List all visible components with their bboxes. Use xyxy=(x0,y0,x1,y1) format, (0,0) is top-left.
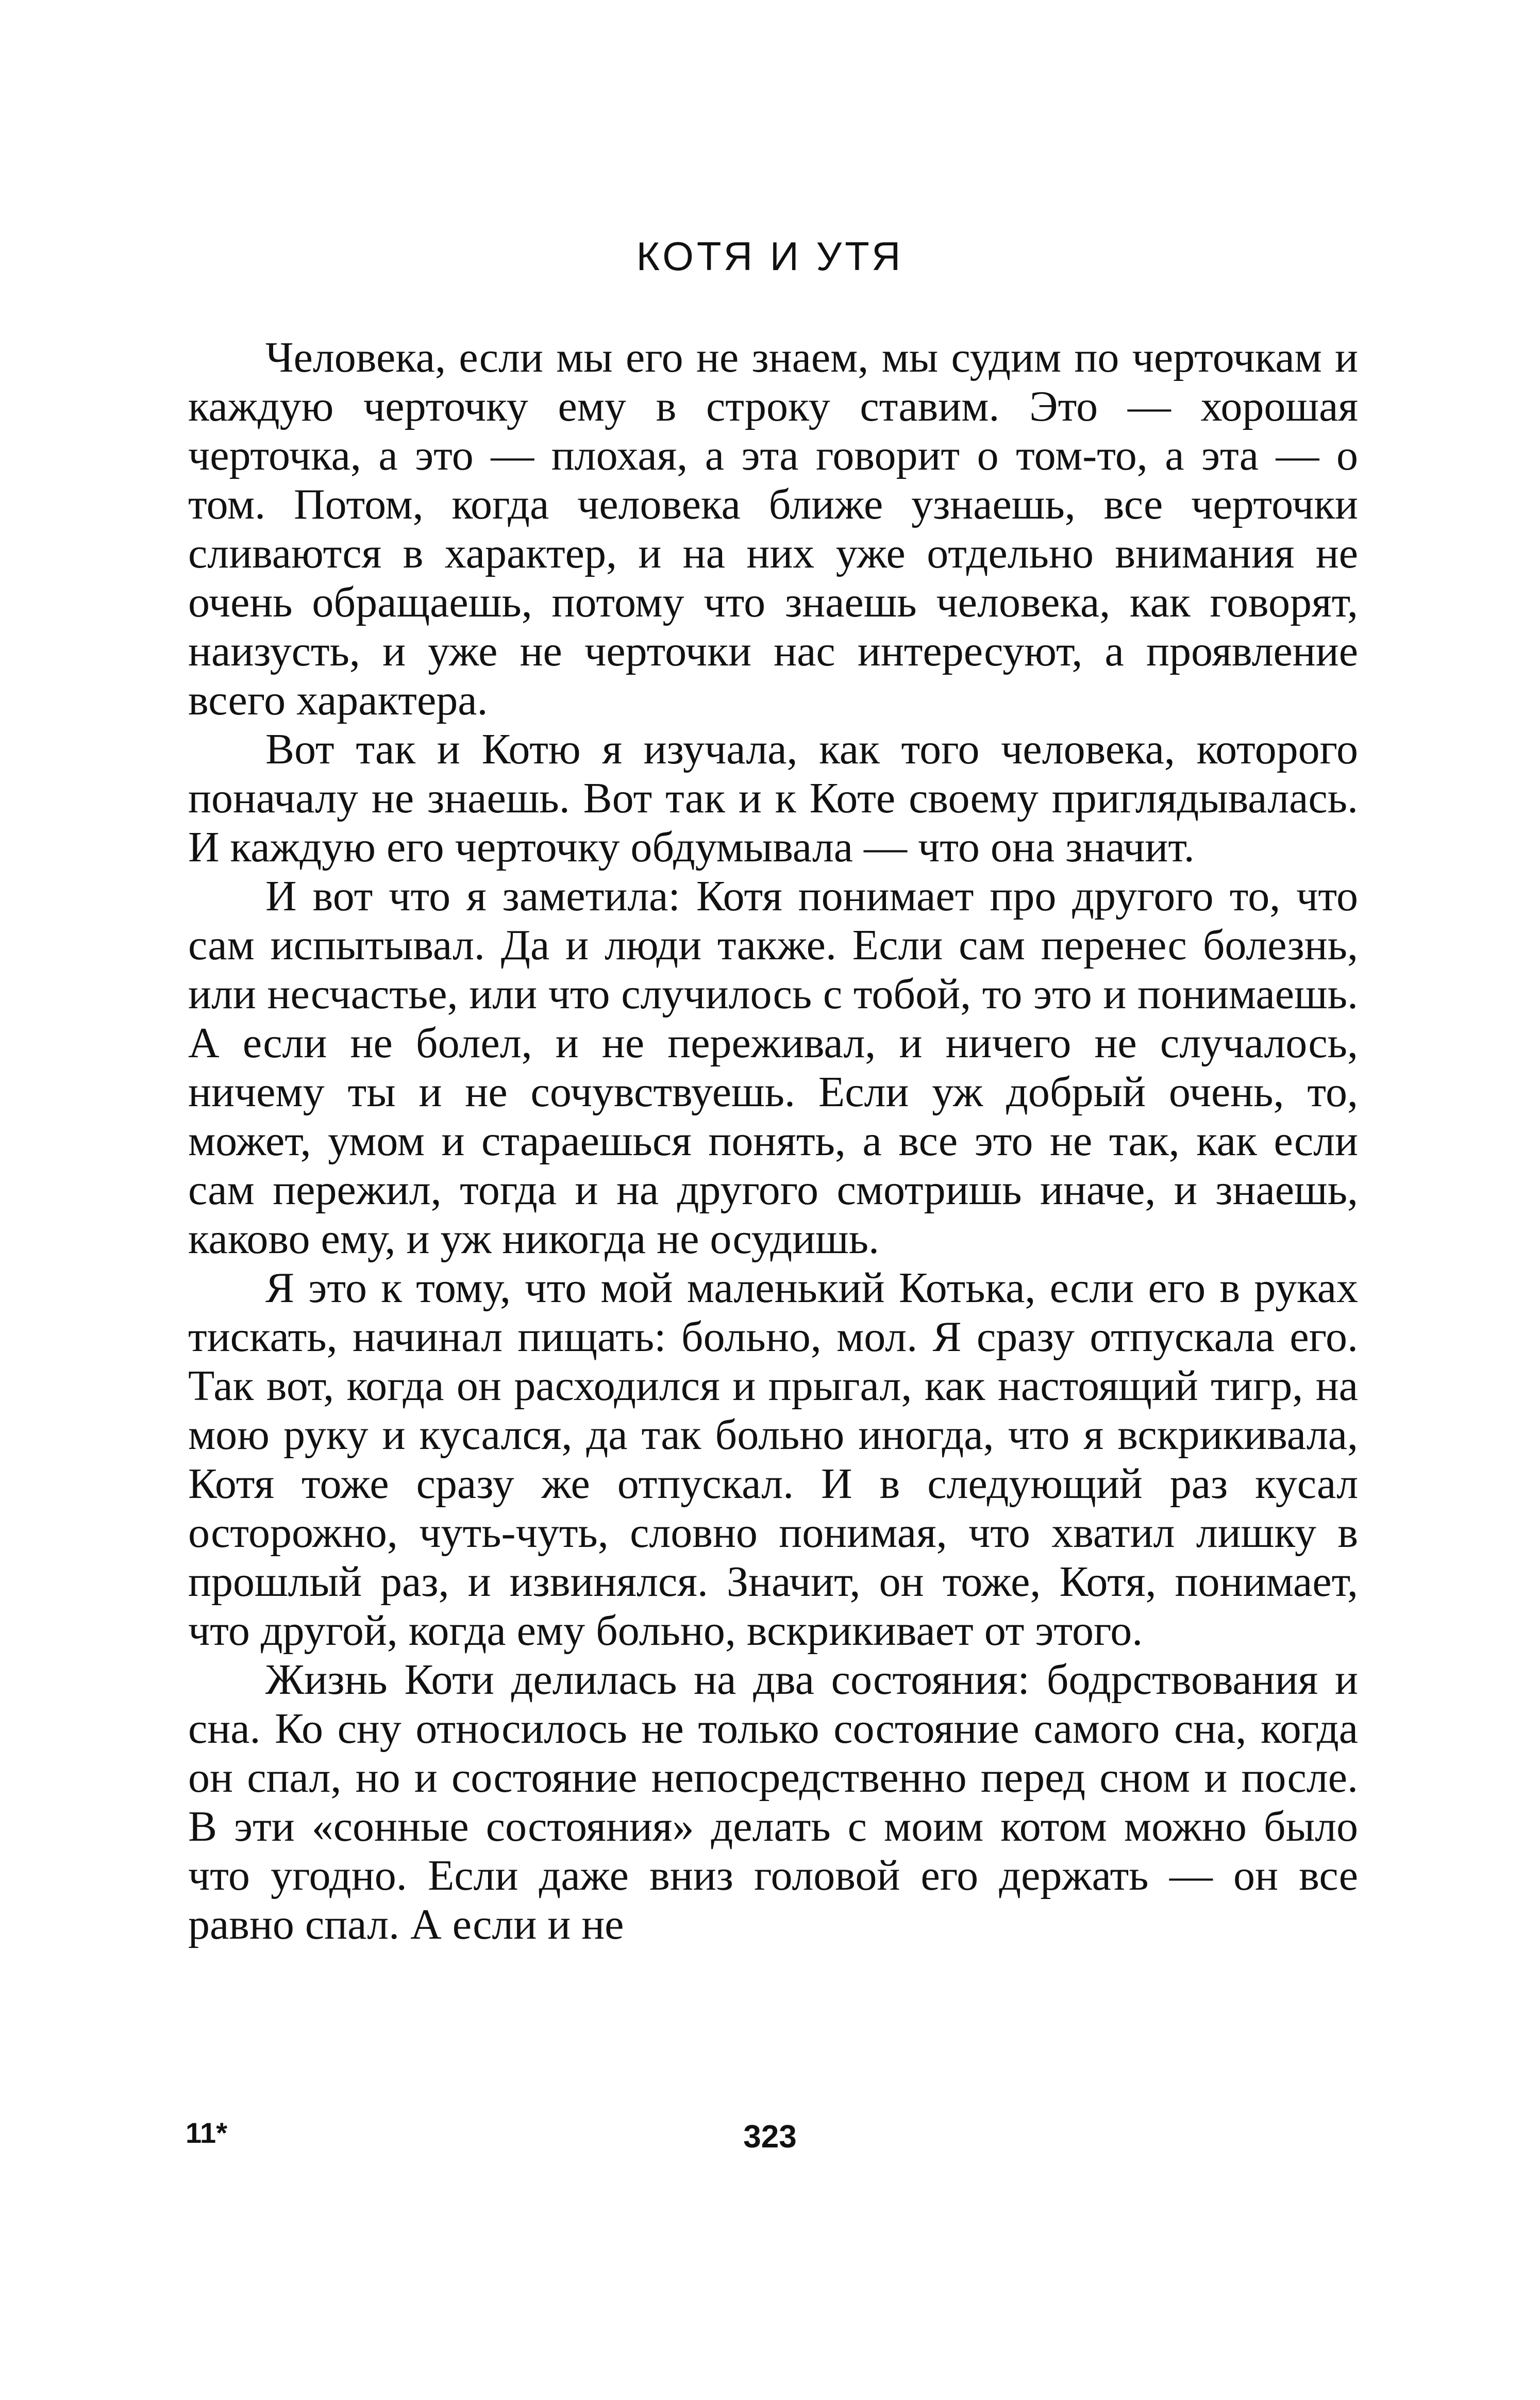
body-text xyxy=(188,333,1358,1949)
paragraph-1: Человека, если мы его не знаем, мы судим по черточкам и каждую черточку ему в строку ставим. Это — хорошая черточка, а это — плохая, а эта говорит о том-то, а эта — о том. Потом, когда человека ближе узнаешь, все черточки сливаются в характер, и на них уже отдельно внимания не очень обращаешь, потому что знаешь человека, как говорят, наизусть, и уже не черточки нас интересуют, а проявление всего характера. xyxy=(188,334,1358,724)
printer-signature-mark: 11* xyxy=(186,2116,227,2149)
chapter-title: КОТЯ И УТЯ xyxy=(636,234,904,279)
paragraph-4: Я это к тому, что мой маленький Котька, если его в руках тискать, начинал пищать: больно, мол. Я сразу отпускала его. Так вот, когда он расходился и прыгал, как настоящий тигр, на мою руку и кусался, да так больно иногда, что я вскрикивала, Котя тоже сразу же отпускал. И в следующий раз кусал осторожно, чуть-чуть, словно понимая, что хватил лишку в прошлый раз, и извинялся. Значит, он тоже, Котя, понимает, что другой, когда ему больно, вскрикивает от этого. xyxy=(188,1264,1358,1655)
paragraph-3: И вот что я заметила: Котя понимает про другого то, что сам испытывал. Да и люди также. Если сам перенес болезнь, или несчастье, или что случилось с тобой, то это и понимаешь. А если не болел, и не переживал, и ничего не случалось, ничему ты и не сочувствуешь. Если уж добрый очень, то, может, умом и стараешься понять, а все это не так, как если сам пережил, тогда и на другого смотришь иначе, и знаешь, каково ему, и уж никогда не осудишь. xyxy=(188,872,1358,1263)
page-number: 323 xyxy=(743,2119,797,2155)
paragraph-2: Вот так и Котю я изучала, как того человека, которого поначалу не знаешь. Вот так и к Коте своему приглядывалась. И каждую его черточку обдумывала — что она значит. xyxy=(188,725,1358,871)
paragraph-5: Жизнь Коти делилась на два состояния: бодрствования и сна. Ко сну относилось не только состояние самого сна, когда он спал, но и состояние непосредственно перед сном и после. В эти «сонные состояния» делать с моим котом можно было что угодно. Если даже вниз головой его держать — он все равно спал. А если и не xyxy=(188,1656,1358,1948)
